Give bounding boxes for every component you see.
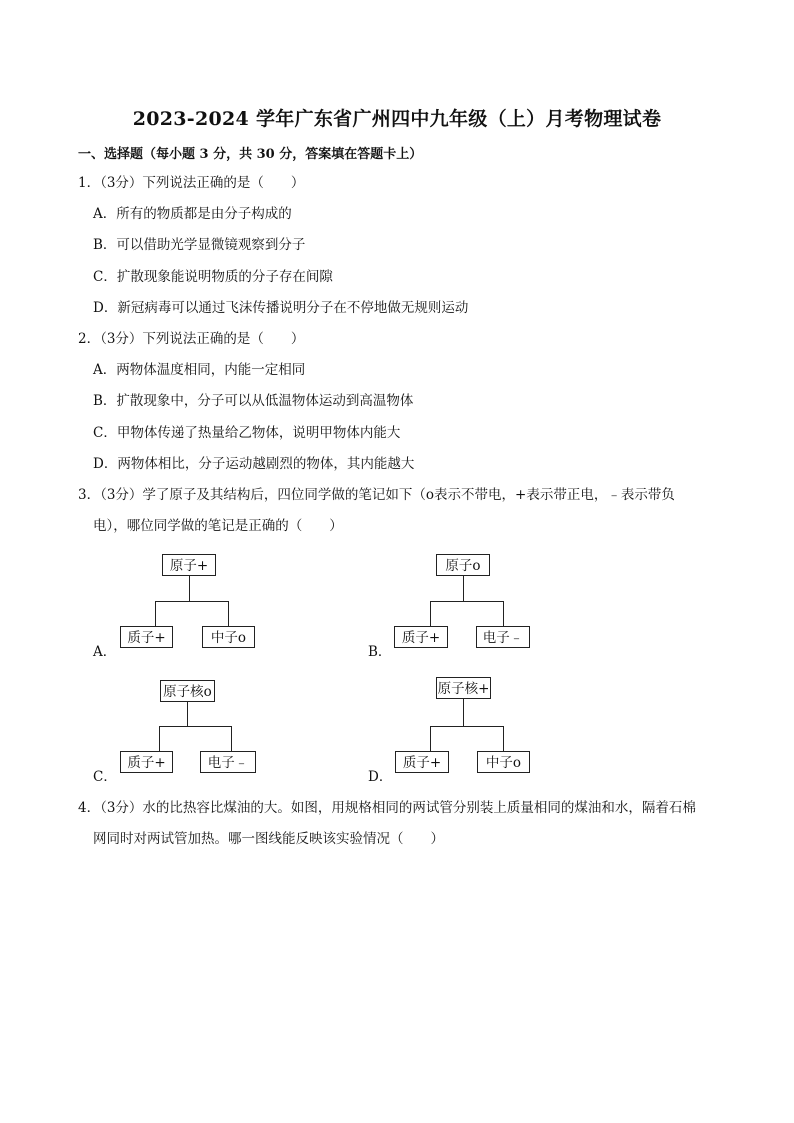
diagram-b-top-box: 原子o	[436, 554, 490, 576]
question-2-option-c[interactable]: C．甲物体传递了热量给乙物体，说明甲物体内能大	[93, 425, 401, 441]
diagram-b-stem-line	[463, 576, 464, 601]
diagram-b-left-line	[430, 601, 431, 626]
diagram-d-left-line	[430, 726, 431, 751]
diagram-c-left-box: 质子+	[120, 751, 173, 773]
diagram-c-left-line	[159, 726, 160, 751]
diagram-a-left-box: 质子+	[120, 626, 173, 648]
diagram-c-stem-line	[187, 702, 188, 726]
question-1-option-b[interactable]: B．可以借助光学显微镜观察到分子	[93, 237, 306, 253]
diagram-a-right-box: 中子o	[202, 626, 255, 648]
diagram-b-left-box: 质子+	[394, 626, 448, 648]
diagram-d-stem-line	[463, 699, 464, 726]
diagram-c-label: C．	[93, 769, 117, 785]
question-2-option-a[interactable]: A．两物体温度相同，内能一定相同	[93, 362, 306, 378]
exam-title: 2023-2024 学年广东省广州四中九年级（上）月考物理试卷	[132, 108, 662, 130]
diagram-b-right-box: 电子﹣	[476, 626, 530, 648]
diagram-d-right-box: 中子o	[477, 751, 530, 773]
diagram-a-top-box: 原子+	[162, 554, 216, 576]
diagram-a-label: A．	[93, 644, 117, 660]
question-4-stem: 4．（3分）水的比热容比煤油的大。如图，用规格相同的两试管分别装上质量相同的煤油和水，隔着石棉	[78, 800, 696, 816]
diagram-b-label: B．	[368, 644, 392, 660]
diagram-b-branch-line	[430, 601, 503, 602]
question-1-option-d[interactable]: D．新冠病毒可以通过飞沫传播说明分子在不停地做无规则运动	[93, 300, 469, 316]
question-1-option-a[interactable]: A．所有的物质都是由分子构成的	[93, 206, 292, 222]
diagram-b-right-line	[503, 601, 504, 626]
diagram-c-branch-line	[159, 726, 231, 727]
diagram-a-left-line	[155, 601, 156, 626]
question-2-option-b[interactable]: B．扩散现象中，分子可以从低温物体运动到高温物体	[93, 393, 414, 409]
question-3-stem-continued: 电），哪位同学做的笔记是正确的（ ）	[93, 518, 343, 534]
question-2-option-d[interactable]: D．两物体相比，分子运动越剧烈的物体，其内能越大	[93, 456, 415, 472]
question-4-stem-continued: 网同时对两试管加热。哪一图线能反映该实验情况（ ）	[93, 831, 444, 847]
diagram-c-right-box: 电子﹣	[200, 751, 256, 773]
diagram-a-stem-line	[189, 576, 190, 601]
question-2-stem: 2．（3分）下列说法正确的是（ ）	[78, 331, 305, 347]
diagram-d-top-box: 原子核+	[436, 677, 491, 699]
diagram-d-branch-line	[430, 726, 503, 727]
question-1-option-c[interactable]: C．扩散现象能说明物质的分子存在间隙	[93, 269, 333, 285]
diagram-d-label: D．	[368, 769, 393, 785]
diagram-a-right-line	[228, 601, 229, 626]
diagram-d-right-line	[503, 726, 504, 751]
diagram-a-branch-line	[155, 601, 228, 602]
question-1-stem: 1．（3分）下列说法正确的是（ ）	[78, 175, 305, 191]
question-3-stem: 3．（3分）学了原子及其结构后，四位同学做的笔记如下（o表示不带电，+表示带正电，﹣表示带负	[78, 487, 675, 503]
section-heading: 一、选择题（每小题 3 分，共 30 分，答案填在答题卡上）	[78, 147, 423, 162]
diagram-c-top-box: 原子核o	[160, 680, 215, 702]
diagram-d-left-box: 质子+	[395, 751, 449, 773]
diagram-c-right-line	[231, 726, 232, 751]
